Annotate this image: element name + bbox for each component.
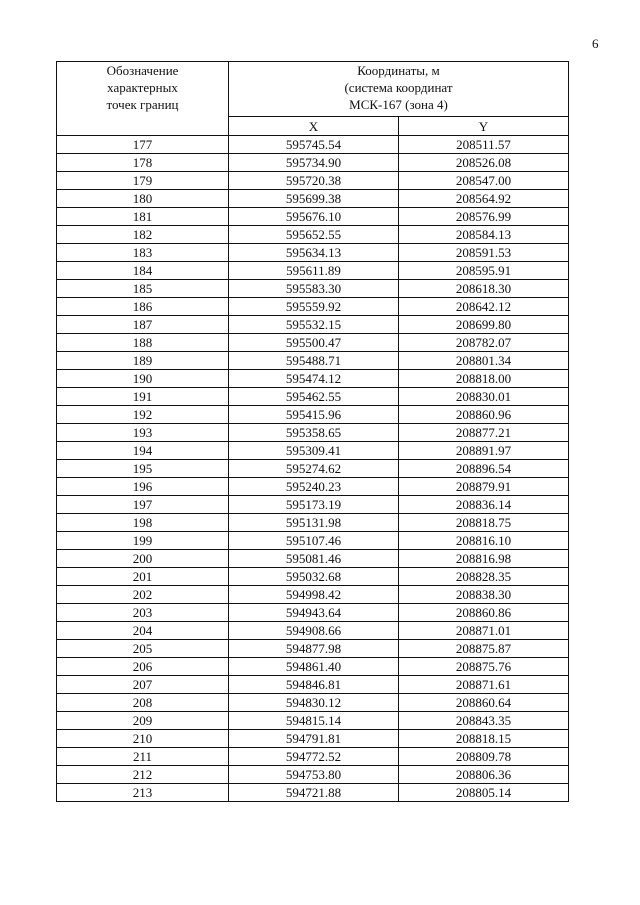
- table-row: [57, 370, 569, 388]
- point-cell: 195: [57, 460, 229, 478]
- table-row: [57, 676, 569, 694]
- y-cell: 208828.35: [399, 568, 569, 586]
- header-x: X: [229, 117, 399, 136]
- table-row: [57, 406, 569, 424]
- x-cell: 595309.41: [229, 442, 399, 460]
- point-cell: 190: [57, 370, 229, 388]
- y-cell: 208801.34: [399, 352, 569, 370]
- x-cell: 595488.71: [229, 352, 399, 370]
- table-row: [57, 190, 569, 208]
- x-cell: 594753.80: [229, 766, 399, 784]
- table-row: [57, 586, 569, 604]
- point-cell: 197: [57, 496, 229, 514]
- x-cell: 595081.46: [229, 550, 399, 568]
- x-cell: 595532.15: [229, 316, 399, 334]
- point-cell: 209: [57, 712, 229, 730]
- table-row: [57, 136, 569, 154]
- table-row: [57, 766, 569, 784]
- point-cell: 178: [57, 154, 229, 172]
- table-header: [57, 62, 569, 136]
- table-row: [57, 244, 569, 262]
- x-cell: 594815.14: [229, 712, 399, 730]
- table-row: [57, 622, 569, 640]
- table-row: [57, 550, 569, 568]
- y-cell: 208511.57: [399, 136, 569, 154]
- x-cell: 595032.68: [229, 568, 399, 586]
- header-point-line-2: характерных: [107, 80, 178, 95]
- point-cell: 201: [57, 568, 229, 586]
- table-row: [57, 442, 569, 460]
- table-row: [57, 460, 569, 478]
- table-row: [57, 208, 569, 226]
- x-cell: 595734.90: [229, 154, 399, 172]
- x-cell: 595720.38: [229, 172, 399, 190]
- table-row: [57, 226, 569, 244]
- point-cell: 189: [57, 352, 229, 370]
- y-cell: 208642.12: [399, 298, 569, 316]
- header-coords-line-1: Координаты, м: [357, 63, 440, 78]
- table-row: [57, 298, 569, 316]
- point-cell: 180: [57, 190, 229, 208]
- y-cell: 208875.76: [399, 658, 569, 676]
- point-cell: 191: [57, 388, 229, 406]
- point-cell: 213: [57, 784, 229, 802]
- y-cell: 208871.61: [399, 676, 569, 694]
- point-cell: 192: [57, 406, 229, 424]
- x-cell: 595611.89: [229, 262, 399, 280]
- x-cell: 594998.42: [229, 586, 399, 604]
- point-cell: 208: [57, 694, 229, 712]
- x-cell: 595358.65: [229, 424, 399, 442]
- table-row: [57, 172, 569, 190]
- table-row: [57, 334, 569, 352]
- table-row: [57, 154, 569, 172]
- y-cell: 208879.91: [399, 478, 569, 496]
- x-cell: 595676.10: [229, 208, 399, 226]
- x-cell: 595240.23: [229, 478, 399, 496]
- x-cell: 594791.81: [229, 730, 399, 748]
- x-cell: 595274.62: [229, 460, 399, 478]
- y-cell: 208576.99: [399, 208, 569, 226]
- y-cell: 208838.30: [399, 586, 569, 604]
- x-cell: 595415.96: [229, 406, 399, 424]
- coordinates-table: [56, 61, 569, 802]
- y-cell: 208564.92: [399, 190, 569, 208]
- y-cell: 208875.87: [399, 640, 569, 658]
- table-row: [57, 262, 569, 280]
- point-cell: 196: [57, 478, 229, 496]
- header-point-designation: [57, 62, 229, 136]
- x-cell: 595583.30: [229, 280, 399, 298]
- table-row: [57, 478, 569, 496]
- point-cell: 211: [57, 748, 229, 766]
- point-cell: 179: [57, 172, 229, 190]
- x-cell: 595474.12: [229, 370, 399, 388]
- table-row: [57, 514, 569, 532]
- x-cell: 595173.19: [229, 496, 399, 514]
- table-row: [57, 532, 569, 550]
- y-cell: 208806.36: [399, 766, 569, 784]
- x-cell: 594772.52: [229, 748, 399, 766]
- y-cell: 208591.53: [399, 244, 569, 262]
- header-y: Y: [399, 117, 569, 136]
- y-cell: 208805.14: [399, 784, 569, 802]
- point-cell: 210: [57, 730, 229, 748]
- y-cell: 208871.01: [399, 622, 569, 640]
- x-cell: 595652.55: [229, 226, 399, 244]
- y-cell: 208816.10: [399, 532, 569, 550]
- y-cell: 208896.54: [399, 460, 569, 478]
- point-cell: 202: [57, 586, 229, 604]
- point-cell: 203: [57, 604, 229, 622]
- y-cell: 208818.15: [399, 730, 569, 748]
- point-cell: 193: [57, 424, 229, 442]
- point-cell: 199: [57, 532, 229, 550]
- x-cell: 594877.98: [229, 640, 399, 658]
- y-cell: 208818.75: [399, 514, 569, 532]
- y-cell: 208699.80: [399, 316, 569, 334]
- x-cell: 594861.40: [229, 658, 399, 676]
- x-cell: 595634.13: [229, 244, 399, 262]
- table-row: [57, 568, 569, 586]
- point-cell: 187: [57, 316, 229, 334]
- table-row: [57, 388, 569, 406]
- y-cell: 208891.97: [399, 442, 569, 460]
- point-cell: 204: [57, 622, 229, 640]
- point-cell: 198: [57, 514, 229, 532]
- y-cell: 208526.08: [399, 154, 569, 172]
- page-number: 6: [592, 36, 599, 51]
- y-cell: 208877.21: [399, 424, 569, 442]
- y-cell: 208782.07: [399, 334, 569, 352]
- x-cell: 595500.47: [229, 334, 399, 352]
- table-row: [57, 658, 569, 676]
- x-cell: 595462.55: [229, 388, 399, 406]
- header-coordinates: [229, 62, 569, 117]
- point-cell: 212: [57, 766, 229, 784]
- point-cell: 184: [57, 262, 229, 280]
- x-cell: 595131.98: [229, 514, 399, 532]
- x-cell: 594721.88: [229, 784, 399, 802]
- point-cell: 182: [57, 226, 229, 244]
- point-cell: 205: [57, 640, 229, 658]
- point-cell: 177: [57, 136, 229, 154]
- header-coords-line-3: МСК-167 (зона 4): [349, 97, 448, 112]
- x-cell: 595699.38: [229, 190, 399, 208]
- table-row: [57, 352, 569, 370]
- point-cell: 200: [57, 550, 229, 568]
- y-cell: 208809.78: [399, 748, 569, 766]
- table-row: [57, 280, 569, 298]
- x-cell: 595107.46: [229, 532, 399, 550]
- header-point-line-1: Обозначение: [106, 63, 179, 78]
- point-cell: 188: [57, 334, 229, 352]
- point-cell: 185: [57, 280, 229, 298]
- header-point-line-3: точек границ: [106, 97, 179, 112]
- x-cell: 594846.81: [229, 676, 399, 694]
- point-cell: 186: [57, 298, 229, 316]
- y-cell: 208818.00: [399, 370, 569, 388]
- table-row: [57, 784, 569, 802]
- table-row: [57, 712, 569, 730]
- header-coords-line-2: (система координат: [344, 80, 453, 95]
- table-row: [57, 496, 569, 514]
- y-cell: 208584.13: [399, 226, 569, 244]
- table-body: [57, 136, 569, 802]
- y-cell: 208860.64: [399, 694, 569, 712]
- y-cell: 208836.14: [399, 496, 569, 514]
- y-cell: 208618.30: [399, 280, 569, 298]
- y-cell: 208843.35: [399, 712, 569, 730]
- table-row: [57, 640, 569, 658]
- table-row: [57, 694, 569, 712]
- x-cell: 594830.12: [229, 694, 399, 712]
- point-cell: 181: [57, 208, 229, 226]
- y-cell: 208816.98: [399, 550, 569, 568]
- point-cell: 206: [57, 658, 229, 676]
- y-cell: 208860.96: [399, 406, 569, 424]
- x-cell: 595559.92: [229, 298, 399, 316]
- y-cell: 208860.86: [399, 604, 569, 622]
- table-row: [57, 604, 569, 622]
- point-cell: 194: [57, 442, 229, 460]
- y-cell: 208830.01: [399, 388, 569, 406]
- point-cell: 183: [57, 244, 229, 262]
- table-row: [57, 424, 569, 442]
- x-cell: 595745.54: [229, 136, 399, 154]
- point-cell: 207: [57, 676, 229, 694]
- table-row: [57, 748, 569, 766]
- y-cell: 208595.91: [399, 262, 569, 280]
- x-cell: 594908.66: [229, 622, 399, 640]
- table-row: [57, 316, 569, 334]
- x-cell: 594943.64: [229, 604, 399, 622]
- y-cell: 208547.00: [399, 172, 569, 190]
- table-row: [57, 730, 569, 748]
